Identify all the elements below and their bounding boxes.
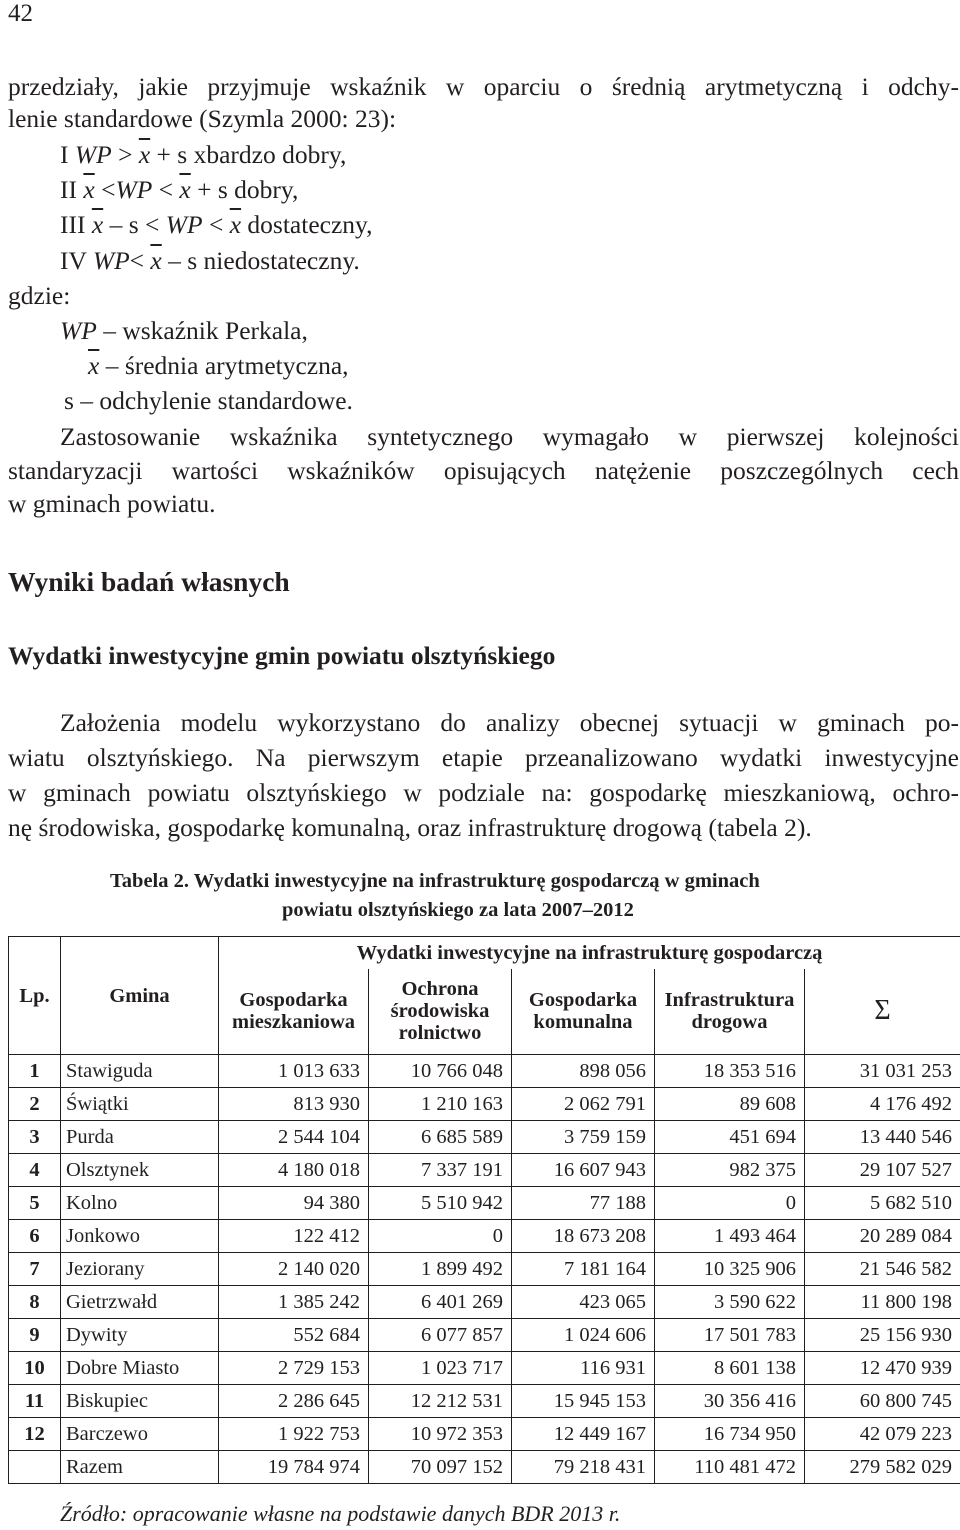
cell-gmina: Gietrzwałd: [61, 1286, 219, 1319]
header-environment: Ochrona środowiska rolnictwo: [369, 969, 512, 1055]
cell-sum: 60 800 745: [805, 1385, 960, 1418]
x-bar-symbol: $\overline{x}$: [150, 246, 162, 275]
cell-ochr: 70 097 152: [369, 1451, 512, 1484]
cell-infra: 451 694: [655, 1121, 805, 1154]
header-sum: Σ: [805, 969, 960, 1055]
cell-gmina: Jeziorany: [61, 1253, 219, 1286]
cell-ochr: 1 210 163: [369, 1088, 512, 1121]
cell-gmina: Purda: [61, 1121, 219, 1154]
cell-ochr: 5 510 942: [369, 1187, 512, 1220]
cell-mieszk: 552 684: [219, 1319, 369, 1352]
table-row: [9, 1451, 960, 1484]
cell-mieszk: 1 013 633: [219, 1055, 369, 1088]
cell-lp: 12: [9, 1418, 61, 1451]
cell-lp: 6: [9, 1220, 61, 1253]
cell-mieszk: 19 784 974: [219, 1451, 369, 1484]
cell-sum: 4 176 492: [805, 1088, 960, 1121]
cell-ochr: 10 972 353: [369, 1418, 512, 1451]
class-operator: >: [111, 140, 139, 169]
wp-symbol: WP: [115, 175, 153, 204]
cell-mieszk: 1 922 753: [219, 1418, 369, 1451]
wp-symbol: WP: [74, 140, 112, 169]
cell-sum: 5 682 510: [805, 1187, 960, 1220]
header-housing: Gospodarka mieszkaniowa: [219, 969, 369, 1055]
x-bar-symbol: $\overline{x}$: [179, 175, 191, 204]
table-row: [9, 1286, 960, 1319]
x-bar-symbol: $\overline{x}$: [229, 210, 242, 239]
cell-ochr: 6 077 857: [369, 1319, 512, 1352]
cell-infra: 89 608: [655, 1088, 805, 1121]
header-lp: Lp.: [9, 937, 61, 1055]
cell-ochr: 1 023 717: [369, 1352, 512, 1385]
cell-gmina: Świątki: [61, 1088, 219, 1121]
cell-mieszk: 2 286 645: [219, 1385, 369, 1418]
class-ii: [60, 175, 298, 205]
cell-lp: 2: [9, 1088, 61, 1121]
cell-mieszk: 2 544 104: [219, 1121, 369, 1154]
cell-ochr: 1 899 492: [369, 1253, 512, 1286]
class-iv: [60, 246, 360, 276]
cell-gmina: Biskupiec: [61, 1385, 219, 1418]
cell-infra: 16 734 950: [655, 1418, 805, 1451]
cell-lp: 5: [9, 1187, 61, 1220]
table-row: [9, 1253, 960, 1286]
table-row: [9, 1055, 960, 1088]
legend-text: – wskaźnik Perkala,: [96, 316, 308, 345]
cell-lp: [9, 1451, 61, 1484]
para1-line1: przedziały, jakie przyjmuje wskaźnik w oparciu o średnią arytmetyczną i odchy-: [8, 72, 959, 101]
class-text: – s niedostateczny.: [161, 246, 360, 275]
table-row: [9, 1088, 960, 1121]
cell-ochr: 6 401 269: [369, 1286, 512, 1319]
para3-line3: w gminach powiatu olsztyńskiego w podziale na: gospodarkę mieszkaniową, ochro-: [8, 778, 959, 807]
class-text: + s dobry,: [190, 175, 299, 204]
cell-mieszk: 2 140 020: [219, 1253, 369, 1286]
para3-line2: wiatu olsztyńskiego. Na pierwszym etapie przeanalizowano wydatki inwestycyjne: [8, 743, 959, 772]
cell-kom: 7 181 164: [512, 1253, 655, 1286]
cell-ochr: 0: [369, 1220, 512, 1253]
cell-sum: 279 582 029: [805, 1451, 960, 1484]
cell-sum: 12 470 939: [805, 1352, 960, 1385]
table-row: [9, 1418, 960, 1451]
table-row: [9, 1385, 960, 1418]
cell-lp: 7: [9, 1253, 61, 1286]
class-number: I: [60, 140, 69, 169]
cell-kom: 18 673 208: [512, 1220, 655, 1253]
table-row: [9, 1220, 960, 1253]
table-row: [9, 1121, 960, 1154]
cell-mieszk: 122 412: [219, 1220, 369, 1253]
para2-line1: Zastosowanie wskaźnika syntetycznego wymagało w pierwszej kolejności: [60, 422, 959, 451]
cell-gmina: Olsztynek: [61, 1154, 219, 1187]
class-text: dostateczny,: [241, 210, 373, 239]
cell-kom: 1 024 606: [512, 1319, 655, 1352]
header-municipal: Gospodarka komunalna: [512, 969, 655, 1055]
table-source: Źródło: opracowanie własne na podstawie danych BDR 2013 r.: [60, 1501, 621, 1526]
subsection-heading: Wydatki inwestycyjne gmin powiatu olsztyńskiego: [8, 641, 556, 670]
cell-mieszk: 94 380: [219, 1187, 369, 1220]
cell-ochr: 10 766 048: [369, 1055, 512, 1088]
cell-gmina: Razem: [61, 1451, 219, 1484]
cell-infra: 17 501 783: [655, 1319, 805, 1352]
page-number: 42: [8, 0, 33, 27]
class-number: III: [60, 210, 86, 239]
cell-lp: 11: [9, 1385, 61, 1418]
legend-text: – średnia arytmetyczna,: [99, 351, 349, 380]
cell-mieszk: 4 180 018: [219, 1154, 369, 1187]
header-roads: Infrastruktura drogowa: [655, 969, 805, 1055]
para3-line1: Założenia modelu wykorzystano do analizy obecnej sytuacji w gminach po-: [60, 708, 959, 737]
cell-lp: 8: [9, 1286, 61, 1319]
class-number: IV: [60, 246, 87, 275]
class-iii: [60, 210, 373, 240]
cell-infra: 8 601 138: [655, 1352, 805, 1385]
class-operator: <: [94, 175, 116, 204]
cell-kom: 12 449 167: [512, 1418, 655, 1451]
cell-sum: 20 289 084: [805, 1220, 960, 1253]
cell-mieszk: 1 385 242: [219, 1286, 369, 1319]
cell-kom: 16 607 943: [512, 1154, 655, 1187]
cell-sum: 13 440 546: [805, 1121, 960, 1154]
cell-infra: 982 375: [655, 1154, 805, 1187]
cell-kom: 3 759 159: [512, 1121, 655, 1154]
class-text: + s xbardzo dobry,: [150, 140, 347, 169]
cell-ochr: 6 685 589: [369, 1121, 512, 1154]
cell-kom: 77 188: [512, 1187, 655, 1220]
cell-kom: 423 065: [512, 1286, 655, 1319]
wp-symbol: WP: [60, 316, 97, 345]
cell-lp: 9: [9, 1319, 61, 1352]
table-row: [9, 1187, 960, 1220]
cell-sum: 25 156 930: [805, 1319, 960, 1352]
wp-symbol: WP: [165, 210, 203, 239]
class-operator: – s <: [103, 210, 166, 239]
class-i: [60, 140, 346, 170]
cell-sum: 42 079 223: [805, 1418, 960, 1451]
para1-line2: lenie standardowe (Szymla 2000: 23):: [8, 104, 397, 133]
cell-infra: 110 481 472: [655, 1451, 805, 1484]
cell-lp: 10: [9, 1352, 61, 1385]
cell-infra: 18 353 516: [655, 1055, 805, 1088]
cell-sum: 21 546 582: [805, 1253, 960, 1286]
para2-line3: w gminach powiatu.: [8, 489, 216, 518]
expenditure-table: [8, 936, 960, 1484]
cell-infra: 0: [655, 1187, 805, 1220]
cell-gmina: Dobre Miasto: [61, 1352, 219, 1385]
cell-infra: 30 356 416: [655, 1385, 805, 1418]
cell-mieszk: 2 729 153: [219, 1352, 369, 1385]
table-row: [9, 1352, 960, 1385]
cell-kom: 15 945 153: [512, 1385, 655, 1418]
cell-gmina: Dywity: [61, 1319, 219, 1352]
where-label: gdzie:: [8, 281, 71, 310]
cell-kom: 2 062 791: [512, 1088, 655, 1121]
cell-infra: 1 493 464: [655, 1220, 805, 1253]
cell-infra: 3 590 622: [655, 1286, 805, 1319]
cell-kom: 116 931: [512, 1352, 655, 1385]
cell-kom: 898 056: [512, 1055, 655, 1088]
wp-symbol: WP: [92, 246, 130, 275]
table-row: [9, 1154, 960, 1187]
cell-kom: 79 218 431: [512, 1451, 655, 1484]
cell-gmina: Jonkowo: [61, 1220, 219, 1253]
cell-lp: 4: [9, 1154, 61, 1187]
class-operator: <: [152, 175, 180, 204]
cell-sum: 31 031 253: [805, 1055, 960, 1088]
cell-ochr: 12 212 531: [369, 1385, 512, 1418]
section-heading: Wyniki badań własnych: [8, 566, 290, 597]
x-bar-symbol: $\overline{x}$: [91, 210, 104, 239]
cell-gmina: Kolno: [61, 1187, 219, 1220]
cell-lp: 1: [9, 1055, 61, 1088]
x-bar-symbol: $\overline{x}$: [83, 175, 95, 204]
cell-lp: 3: [9, 1121, 61, 1154]
cell-ochr: 7 337 191: [369, 1154, 512, 1187]
cell-mieszk: 813 930: [219, 1088, 369, 1121]
para3-line4: nę środowiska, gospodarkę komunalną, oraz infrastrukturę drogową (tabela 2).: [8, 813, 812, 842]
table-caption-line1: Tabela 2. Wydatki inwestycyjne na infrastrukturę gospodarczą w gminach: [110, 870, 760, 892]
cell-gmina: Barczewo: [61, 1418, 219, 1451]
header-gmina: Gmina: [61, 937, 219, 1055]
cell-sum: 29 107 527: [805, 1154, 960, 1187]
legend-x: [88, 351, 349, 381]
cell-infra: 10 325 906: [655, 1253, 805, 1286]
cell-gmina: Stawiguda: [61, 1055, 219, 1088]
x-bar-symbol: $\overline{x}$: [88, 351, 100, 380]
class-operator: <: [202, 210, 230, 239]
header-group: Wydatki inwestycyjne na infrastrukturę gospodarczą: [219, 937, 960, 969]
cell-sum: 11 800 198: [805, 1286, 960, 1319]
class-number: II: [60, 175, 77, 204]
para2-line2: standaryzacji wartości wskaźników opisujących natężenie poszczególnych cech: [8, 456, 959, 485]
legend-s: s – odchylenie standardowe.: [64, 386, 353, 415]
table-row: [9, 1319, 960, 1352]
class-operator: <: [129, 246, 151, 275]
legend-wp: [60, 316, 308, 346]
x-bar-symbol: $\overline{x}$: [138, 140, 151, 169]
table-caption-line2: powiatu olsztyńskiego za lata 2007–2012: [282, 899, 634, 921]
